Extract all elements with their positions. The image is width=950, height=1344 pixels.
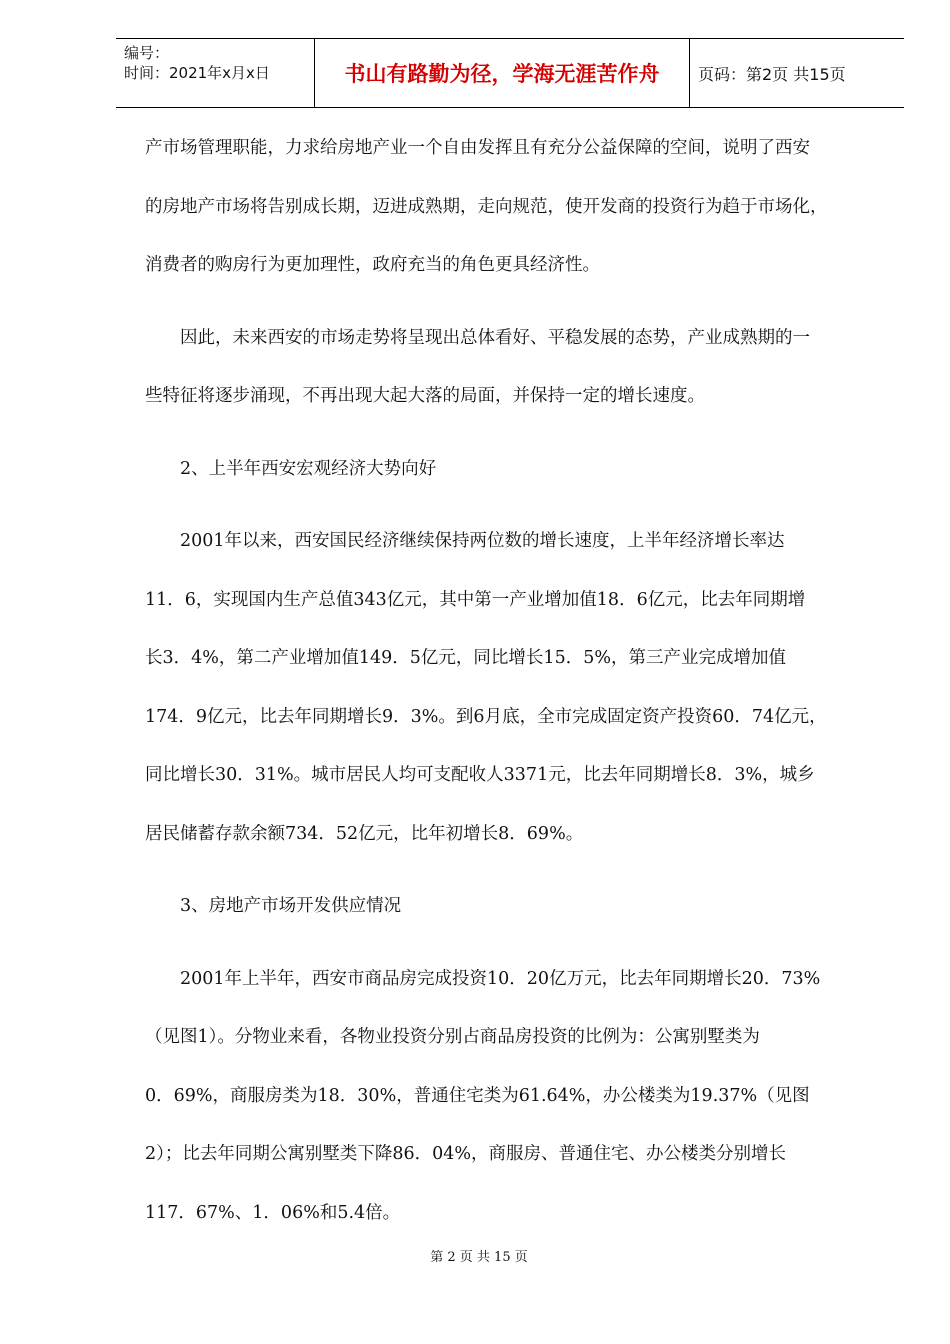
text-line: 长3．4%，第二产业增加值149．5亿元，同比增长15．5%，第三产业完成增加值 (145, 648, 786, 668)
number-label: 编号： (124, 44, 170, 62)
text-line: （见图1）。分物业来看，各物业投资分别占商品房投资的比例为：公寓别墅类为 (145, 1027, 760, 1047)
page-header (116, 38, 904, 108)
text-line: 居民储蓄存款余额734．52亿元，比年初增长8．69%。 (145, 823, 584, 844)
text-line: 11．6，实现国内生产总值343亿元，其中第一产业增加值18．6亿元，比去年同期增 (145, 589, 806, 610)
text-line: 174．9亿元，比去年同期增长9．3%。到6月底，全市完成固定资产投资60．74亿元， (145, 706, 827, 727)
header-page-info: 页码：第2页 共15页 (698, 64, 846, 84)
text-line: 消费者的购房行为更加理性，政府充当的角色更具经济性。 (145, 255, 600, 275)
text-line: 2001年以来，西安国民经济继续保持两位数的增长速度，上半年经济增长率达 (145, 531, 785, 551)
section-heading: 2、上半年西安宏观经济大势向好 (145, 458, 437, 479)
text-line: 的房地产市场将告别成长期，迈进成熟期，走向规范，使开发商的投资行为趋于市场化， (145, 196, 828, 217)
text-line: 因此，未来西安的市场走势将呈现出总体看好、平稳发展的态势，产业成熟期的一 (145, 327, 810, 348)
section-heading: 3、房地产市场开发供应情况 (145, 896, 402, 916)
text-line: 产市场管理职能，力求给房地产业一个自由发挥且有充分公益保障的空间，说明了西安 (145, 138, 810, 158)
text-line: 2）；比去年同期公寓别墅类下降86．04%，商服房、普通住宅、办公楼类分别增长 (145, 1144, 787, 1164)
page-footer: 第 2 页 共 15 页 (430, 1250, 528, 1265)
text-line: 些特征将逐步涌现，不再出现大起大落的局面，并保持一定的增长速度。 (145, 386, 705, 406)
document-body (145, 128, 885, 1251)
header-motto: 书山有路勤为径，学海无涯苦作舟 (315, 39, 690, 107)
time-label: 时间：2021年x月x日 (124, 64, 270, 82)
text-line: 0．69%，商服房类为18．30%，普通住宅类为61.64%，办公楼类为19.37%（见图 (145, 1085, 810, 1106)
text-line: 同比增长30．31%。城市居民人均可支配收人3371元，比去年同期增长8．3%，城乡 (145, 765, 815, 785)
text-line: 2001年上半年，西安市商品房完成投资10．20亿万元，比去年同期增长20．73% (145, 968, 821, 989)
text-line: 117．67%、1．06%和5.4倍。 (145, 1202, 401, 1223)
header-meta (116, 39, 315, 107)
